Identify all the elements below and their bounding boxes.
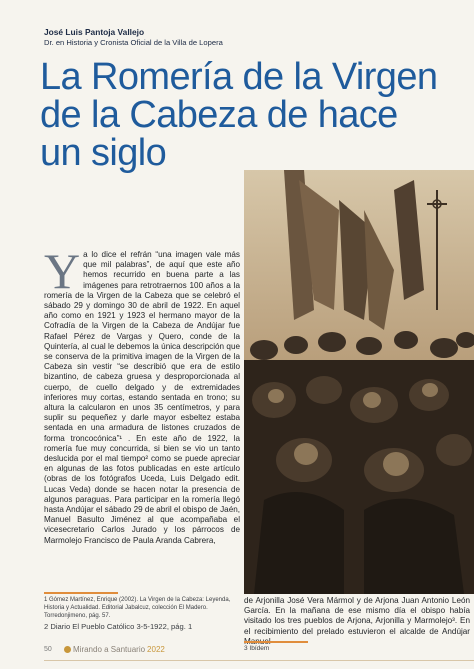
magazine-logo-icon bbox=[64, 646, 71, 653]
article-body-right: de Arjonilla José Vera Mármol y de Arjona Juan Antonio León García. En la mañana de ese mismo día el obispo había visitado los tres pueblos de Arjona, Arjonilla y Marmolejo³. En el recibimiento del prelado estuvieron el alcalde de Andújar bbox=[244, 596, 470, 636]
article-body-left bbox=[44, 243, 240, 546]
procession-photo-illustration bbox=[244, 170, 474, 594]
article-title bbox=[40, 58, 460, 172]
procession-photo bbox=[244, 170, 474, 594]
footnote-divider bbox=[244, 641, 308, 643]
footnote-2: 2 Diario El Pueblo Católico 3-5-1922, pág. 1 bbox=[44, 622, 193, 631]
footer-divider bbox=[44, 660, 474, 661]
footnote-3: 3 Ibídem bbox=[244, 645, 270, 652]
dropcap: Y bbox=[44, 243, 81, 299]
title-line: de la Cabeza de hace bbox=[40, 94, 398, 136]
title-line: un siglo bbox=[40, 132, 167, 174]
footnote-1: 1 Gómez Martínez, Enrique (2002). La Virgen de la Cabeza: Leyenda, Historia y Actualidad. Editorial Jabalcuz, colección El Madero. Torredonjimeno, pág. 57. bbox=[44, 597, 231, 619]
magazine-year: 2022 bbox=[147, 645, 165, 654]
page-number: 50 bbox=[44, 646, 52, 653]
magazine-name: Mirando a Santuario bbox=[73, 645, 146, 654]
title-line: La Romería de la Virgen bbox=[40, 56, 438, 98]
footnote-divider bbox=[44, 592, 118, 594]
author-role: Dr. en Historia y Cronista Oficial de la Villa de Lopera bbox=[44, 38, 223, 47]
body-paragraph: a lo dice el refrán “una imagen vale más que mil palabras”, de aquí que este año hemos recurrido en buena parte a las imágenes para retrotraernos 100 años a la romería de la Virgen de la Cabeza que se celebró el sábado 29 y domingo 30 de abril de 1922. En aquel año como en 1921 y 1923 el hermano mayor de la Cofradía de la Virgen de la Cabeza de Andújar fue Rafael Pérez de Vargas y Quero, conde de la Quintería, al cual le debemos la única descripción que se conserva de la primitiva imagen de la Virgen de la Cabeza sin vestir “se describió que era de estilo bizantino, de cabeza gruesa y desproporcionada al cuerpo, de cuello delgado y de extremidades inferiores muy cortas, estando sentada en trono; su altura la calcularon en unos 35 centímetros, y para suplir su pequeñez y darle mayor esbeltez estaba sentada en una armadura de listones cruzados de forma troncocónica”¹ . En este año de 1922, la romería fue muy concurrida, si bien se vio un tanto deslucida por el mal tiempo² como se puede apreciar en algunas de las fotos publicadas en este artículo (obras de los fotógrafos Uceda, Luis Delgado edit. Lucas Veda) donde se hacen notar la presencia de algunos paraguas. Para participar en la romería llegó hasta Andújar el sábado 29 de abril el obispo de Jaén, Manuel Basulto Jiménez al que acompañaba el vicesecretario Carlos Jurado y los párrocos de Marmolejo Francisco de Paula Aranda Cabrera, bbox=[44, 250, 240, 545]
author-name: José Luis Pantoja Vallejo bbox=[44, 27, 145, 37]
magazine-brand bbox=[64, 645, 165, 654]
